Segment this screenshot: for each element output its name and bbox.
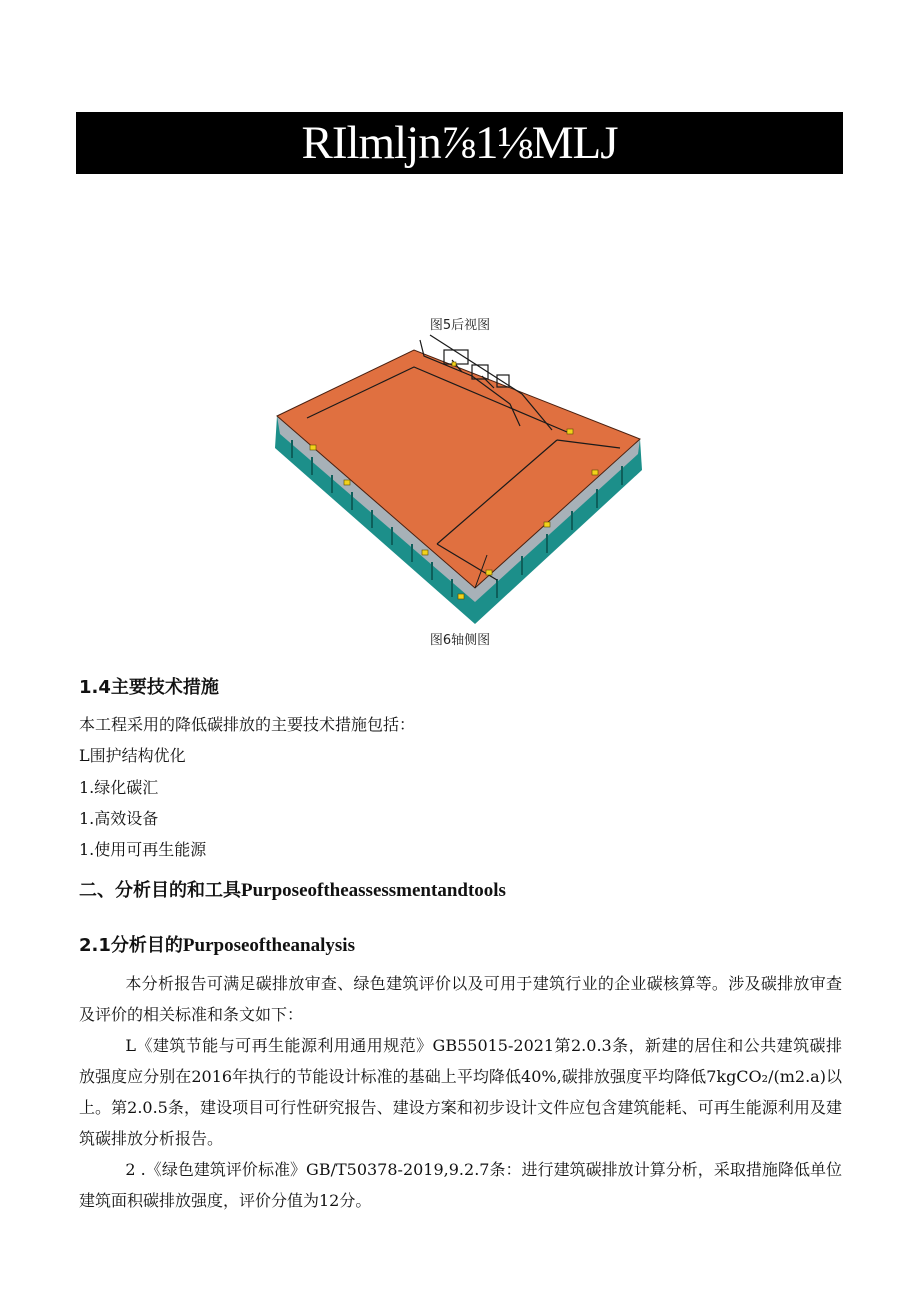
figure-5-caption: 图5后视图 [429, 318, 491, 333]
measure-item: 1.高效设备 [79, 809, 159, 828]
section-2-heading-en: Purposeoftheassessmentandtools [241, 880, 506, 901]
body-paragraph: 本分析报告可满足碳排放审查、绿色建筑评价以及可用于建筑行业的企业碳核算等。涉及碳排放审查及评价的相关标准和条文如下： [79, 974, 842, 1024]
section-2-1-body [79, 968, 842, 1216]
body-paragraph: L《建筑节能与可再生能源利用通用规范》GB55015-2021第2.0.3条，新建的居住和公共建筑碳排放强度应分别在2016年执行的节能设计标准的基础上平均降低40%,碳排放强度平均降低7kgCO₂/(m2.a)以上。第2.0.5条，建设项目可行性研究报告、建设方案和初步设计文件应包含建筑能耗、可再生能源利用及建筑碳排放分析报告。 [79, 1036, 842, 1148]
section-2-1-heading-cn: 2.1分析目的 [79, 935, 183, 956]
figure-6-caption: 图6轴侧图 [429, 633, 491, 648]
body-paragraph: 2 .《绿色建筑评价标准》GB/T50378-2019,9.2.7条：进行建筑碳排放计算分析，采取措施降低单位建筑面积碳排放强度，评价分值为12分。 [79, 1160, 842, 1210]
header-banner [76, 112, 843, 174]
measure-item: 1.绿化碳汇 [79, 778, 159, 797]
section-2-1-heading-en: Purposeoftheanalysis [182, 935, 355, 956]
section-2-1-heading [79, 931, 355, 957]
measure-item: 1.使用可再生能源 [79, 840, 207, 859]
section-1-4-heading: 1.4主要技术措施 [79, 677, 219, 698]
section-2-heading-cn: 二、分析目的和工具 [79, 880, 241, 901]
banner-title: RIlmljn⅞1⅛MLJ [301, 117, 618, 169]
measure-item: L围护结构优化 [79, 746, 186, 765]
section-2-heading [79, 876, 506, 902]
building-axonometric-figure [272, 330, 647, 624]
section-1-4-intro: 本工程采用的降低碳排放的主要技术措施包括： [79, 715, 416, 734]
